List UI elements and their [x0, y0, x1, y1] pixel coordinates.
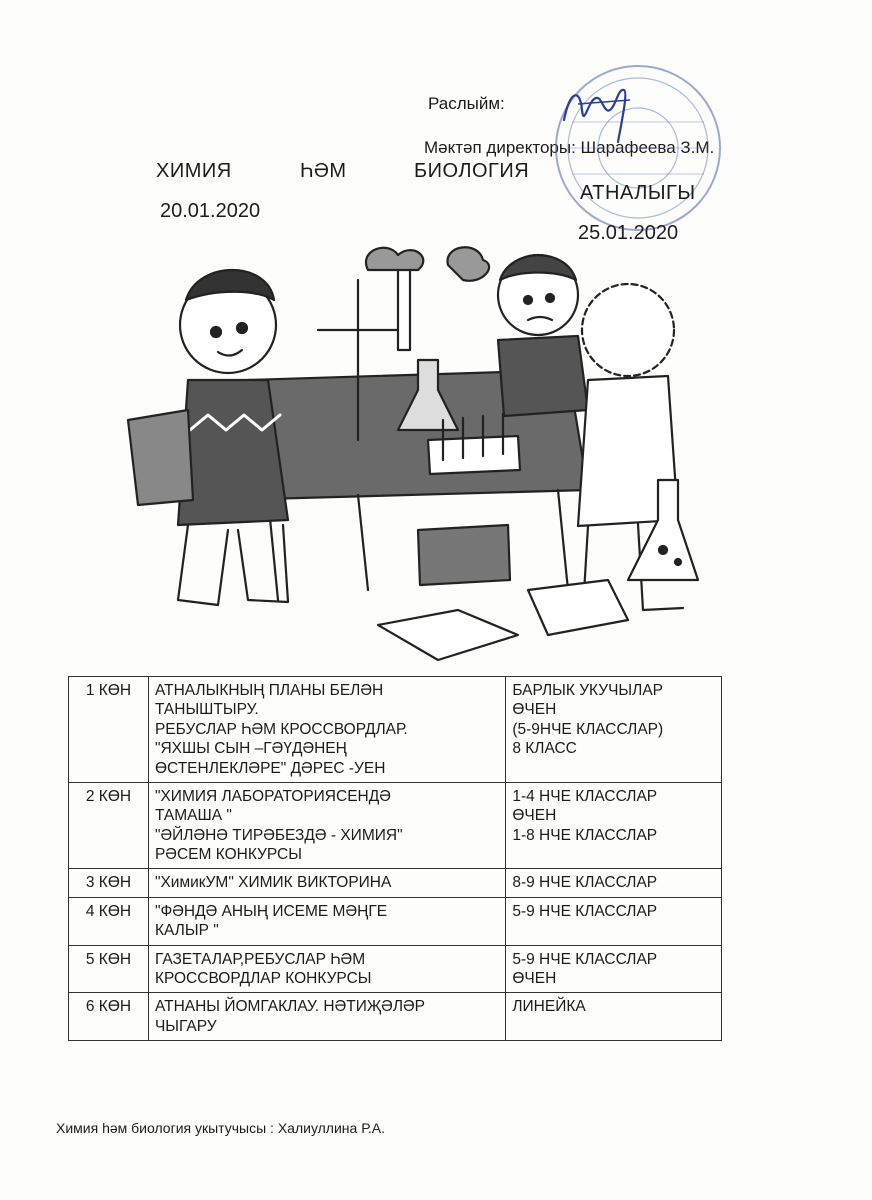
event-line: ТАМАША ": [154, 807, 232, 825]
participants-line: ӨЧЕН: [512, 807, 557, 825]
event-line: КРОССВОРДЛАР КОНКУРСЫ: [154, 969, 372, 987]
participants-line: ӨЧЕН: [512, 969, 557, 987]
event-line: ЧЫГАРУ: [154, 1017, 217, 1035]
event-line: ГАЗЕТАЛАР,РЕБУСЛАР ҺӘМ: [154, 950, 366, 968]
title-word-chemistry: ХИМИЯ: [156, 160, 232, 182]
plan-row: [69, 869, 722, 897]
participants-line: 1-4 НЧЕ КЛАССЛАР: [512, 787, 658, 805]
day-cell: 4 КӨН: [69, 897, 149, 945]
title-word-week: АТНАЛЫГЫ: [580, 182, 696, 204]
participants-line: ӨЧЕН: [512, 701, 557, 719]
day-cell: 3 КӨН: [69, 869, 149, 897]
event-cell: [148, 869, 505, 897]
event-cell: [148, 677, 505, 783]
plan-row: [69, 945, 722, 993]
event-plan-table: [68, 676, 722, 1041]
participants-cell: [506, 945, 722, 993]
children-chemistry-lab-illustration: [118, 240, 718, 670]
event-line: "ХИМИЯ ЛАБОРАТОРИЯСЕНДӘ: [154, 787, 391, 805]
event-cell: [148, 945, 505, 993]
participants-line: БАРЛЫК УКУЧЫЛАР: [512, 682, 664, 699]
participants-line: 5-9 НЧЕ КЛАССЛАР: [512, 950, 658, 968]
event-line: "ФӘНДӘ АНЫҢ ИСЕМЕ МӘҢГЕ: [154, 902, 388, 920]
participants-line: (5-9НЧЕ КЛАССЛАР): [512, 720, 664, 738]
event-cell: [148, 993, 505, 1041]
event-cell: [148, 897, 505, 945]
teacher-line: Химия һәм биология укытучысы : Халиуллина Р.А.: [56, 1120, 386, 1136]
event-cell: [148, 782, 505, 869]
participants-cell: [506, 993, 722, 1041]
participants-cell: [506, 869, 722, 897]
director-line: Мәктәп директоры: Шарафеева З.М.: [424, 138, 715, 157]
day-cell: 1 КӨН: [69, 677, 149, 783]
plan-row: [69, 993, 722, 1041]
plan-row: [69, 677, 722, 783]
event-line: "ӘЙЛӘНӘ ТИРӘБЕЗДӘ - ХИМИЯ": [154, 826, 403, 844]
signature-icon: [558, 80, 638, 150]
event-line: РӘСЕМ КОНКУРСЫ: [154, 846, 302, 863]
day-cell: 5 КӨН: [69, 945, 149, 993]
title-word-biology: БИОЛОГИЯ: [414, 160, 530, 182]
day-cell: 2 КӨН: [69, 782, 149, 869]
approval-label: Раслыйм:: [428, 94, 505, 113]
event-line: ТАНЫШТЫРУ.: [154, 701, 259, 719]
event-line: АТНАЛЫКНЫҢ ПЛАНЫ БЕЛӘН: [154, 682, 384, 699]
participants-line: 1-8 НЧЕ КЛАССЛАР: [512, 826, 658, 844]
plan-row: [69, 782, 722, 869]
plan-row: [69, 897, 722, 945]
event-line: КАЛЫР ": [154, 922, 219, 940]
event-line: РЕБУСЛАР ҺӘМ КРОССВОРДЛАР.: [154, 720, 408, 738]
end-date: 25.01.2020: [578, 222, 679, 244]
event-line: АТНАНЫ ЙОМГАКЛАУ. НӘТИҖӘЛӘР: [154, 998, 425, 1016]
participants-cell: [506, 677, 722, 783]
participants-line: 8-9 НЧЕ КЛАССЛАР: [512, 874, 658, 892]
event-line: "ЯХШЫ СЫН –ГӘҮДӘНЕҢ: [154, 740, 347, 758]
participants-cell: [506, 782, 722, 869]
event-line: "ХимикУМ" ХИМИК ВИКТОРИНА: [154, 874, 392, 892]
participants-line: 5-9 НЧЕ КЛАССЛАР: [512, 902, 658, 920]
participants-line: ЛИНЕЙКА: [512, 998, 586, 1016]
participants-line: 8 КЛАСС: [512, 740, 577, 758]
day-cell: 6 КӨН: [69, 993, 149, 1041]
title-word-and: ҺӘМ: [300, 160, 347, 182]
event-line: ӨСТЕНЛЕКЛӘРЕ" ДӘРЕС -УЕН: [154, 759, 386, 777]
start-date: 20.01.2020: [160, 200, 261, 222]
participants-cell: [506, 897, 722, 945]
